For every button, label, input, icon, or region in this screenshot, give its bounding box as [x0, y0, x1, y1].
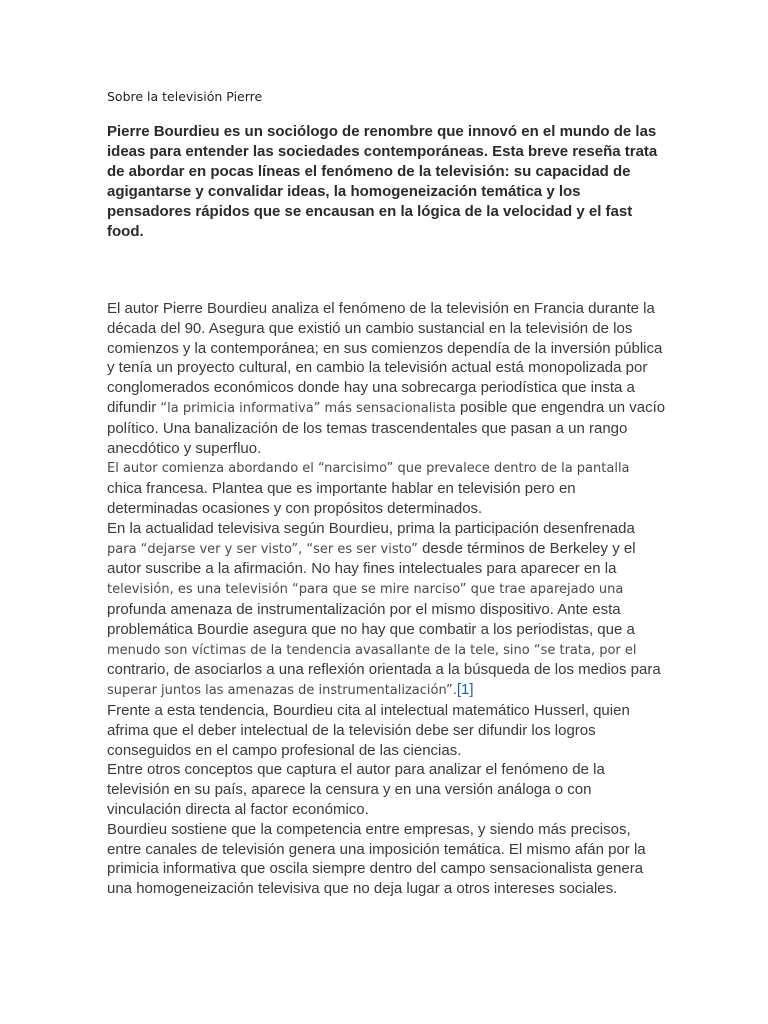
paragraph-3: [107, 519, 667, 701]
paragraph-1-text-a: El autor Pierre Bourdieu analiza el fenómeno de la televisión en Francia durante la década del 90. Asegura que existió un cambio sustancial en la televisión de los comienzos y la contemporánea; en sus comienzos dependía de la inversión pública y tenía un proyecto cultural, en cambio la televisión actual está monopolizada por conglomerados económicos donde hay una sobrecarga periodística que insta a difundir: [107, 300, 663, 416]
abstract-paragraph: Pierre Bourdieu es un sociólogo de renombre que innovó en el mundo de las ideas para entender las sociedades contemporáneas. Esta breve reseña trata de abordar en pocas líneas el fenómeno de la televisión: su capacidad de agigantarse y convalidar ideas, la homogeneización temática y los pensadores rápidos que se encausan en la lógica de la velocidad y el fast food.: [107, 123, 658, 240]
document-title: Sobre la televisión Pierre: [107, 89, 263, 104]
paragraph-5: Entre otros conceptos que captura el autor para analizar el fenómeno de la televisión en su país, aparece la censura y en una versión análoga o con vinculación directa al factor económico.: [107, 761, 605, 818]
paragraph-3-text-b: desde términos de Berkeley y el autor suscribe a la afirmación. No hay fines intelectuales para aparecer en la: [107, 539, 636, 578]
paragraph-3-quote-3: menudo son víctimas de la tendencia avasallante de la tele, sino “se trata, por el: [107, 642, 637, 658]
paragraph-3-text-a: En la actualidad televisiva según Bourdieu, prima la participación desenfrenada: [107, 519, 635, 537]
paragraph-3-quote-1: para “dejarse ver y ser visto”, “ser es ser visto”: [107, 541, 418, 557]
paragraph-3-quote-4: superar juntos las amenazas de instrumentalización”.: [107, 683, 457, 699]
paragraph-2: [107, 458, 667, 518]
paragraph-3-quote-2: televisión, es una televisión “para que se mire narciso” que trae aparejado una: [107, 582, 624, 598]
paragraph-1-text-b: posible que engendra un vacío político. Una banalización de los temas trascendentales que pasan a un rango anecdótico y superfluo.: [107, 398, 666, 457]
paragraph-6: Bourdieu sostiene que la competencia entre empresas, y siendo más precisos, entre canales de televisión genera una imposición temática. El mismo afán por la primicia informativa que oscila siempre dentro del campo sensacionalista genera una homogeneización televisiva que no deja lugar a otros intereses sociales.: [107, 820, 646, 898]
paragraph-3-text-c: profunda amenaza de instrumentalización por el mismo dispositivo. Ante esta problemática Bourdie asegura que no hay que combatir a los periodistas, que a: [107, 600, 635, 638]
paragraph-3-text-d: contrario, de asociarlos a una reflexión orientada a la búsqueda de los medios para: [107, 661, 661, 679]
paragraph-4: Frente a esta tendencia, Bourdieu cita al intelectual matemático Husserl, quien afrima que el deber intelectual de la televisión debe ser difundir los logros conseguidos en el campo profesional de las ciencias.: [107, 701, 630, 759]
document-body: [107, 299, 667, 899]
paragraph-2-text-b: chica francesa. Plantea que es importante hablar en televisión pero en determinadas ocasiones y con propósitos determinados.: [107, 480, 576, 517]
paragraph-1: [107, 299, 667, 458]
paragraph-2-text-a: El autor comienza abordando el “narcisimo” que prevalece dentro de la pantalla: [107, 461, 630, 477]
footnote-link[interactable]: [1]: [456, 681, 474, 699]
paragraph-1-quote: “la primicia informativa” más sensacionalista: [160, 400, 456, 416]
